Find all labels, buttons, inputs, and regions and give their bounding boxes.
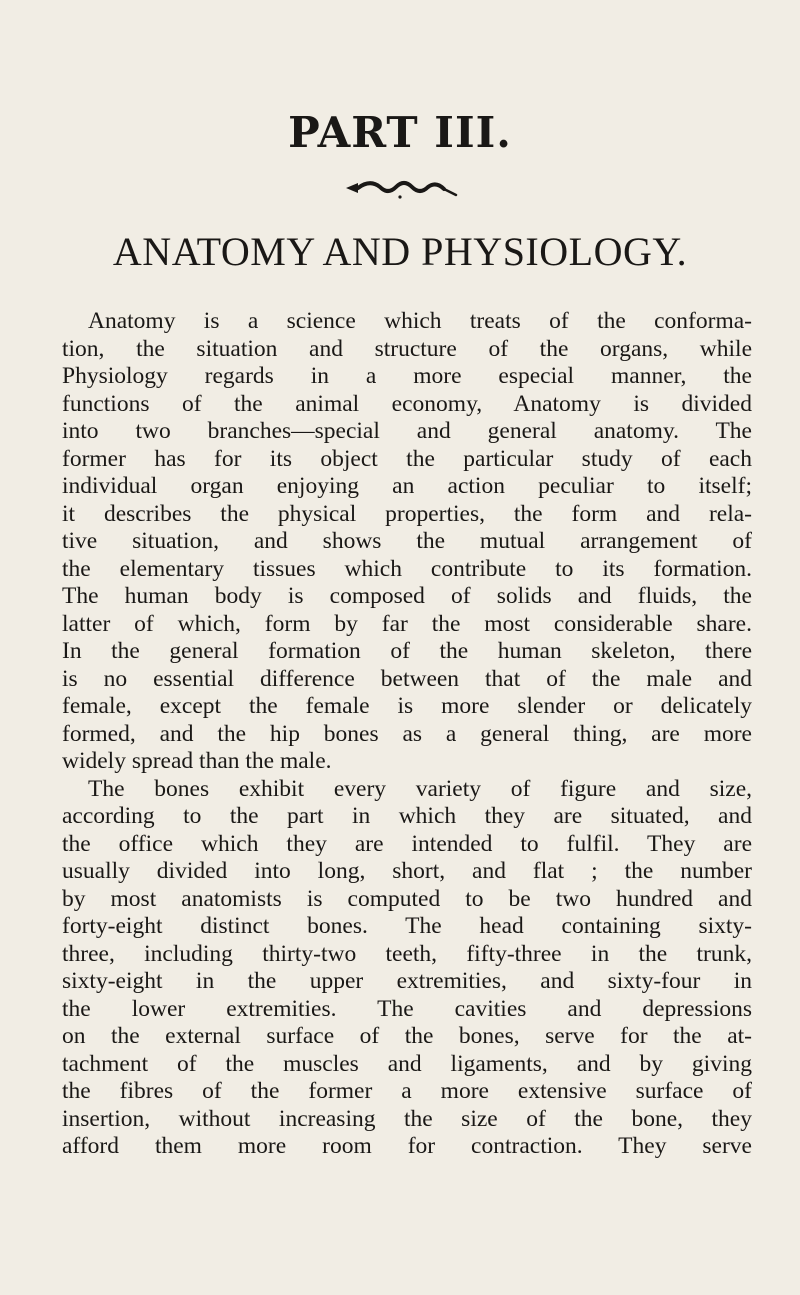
text-line: the elementary tissues which contribute to its formation. [62, 555, 752, 582]
text-line: tachment of the muscles and ligaments, and by giving [62, 1050, 752, 1077]
text-line: The human body is composed of solids and fluids, the [62, 583, 752, 609]
text-line: usually divided into long, short, and flat ; the number [62, 858, 752, 884]
text-line: the fibres of the former a more extensive surface of [62, 1078, 752, 1104]
text-line: the lower extremities. The cavities and depressions [62, 995, 752, 1022]
text-line: formed, and the hip bones as a general thing, are more [62, 720, 752, 747]
ornament-divider [340, 175, 460, 201]
text-line: individual organ enjoying an action peculiar to itself; [62, 473, 752, 499]
text-line: forty-eight distinct bones. The head containing sixty- [62, 913, 752, 939]
text-line: latter of which, form by far the most considerable share. [62, 610, 752, 637]
text-line: The bones exhibit every variety of figure and size, [88, 775, 752, 802]
text-line: tion, the situation and structure of the organs, while [62, 335, 752, 362]
text-line: three, including thirty-two teeth, fifty-three in the trunk, [62, 940, 752, 967]
text-line: into two branches—special and general anatomy. The [62, 418, 752, 444]
text-line: insertion, without increasing the size of the bone, they [62, 1105, 752, 1132]
text-line: former has for its object the particular study of each [62, 445, 752, 472]
text-line: the office which they are intended to fulfil. They are [62, 830, 752, 857]
text-line: Physiology regards in a more especial manner, the [62, 363, 752, 389]
text-line: according to the part in which they are situated, and [62, 803, 752, 829]
text-line: afford them more room for contraction. They serve [62, 1133, 752, 1159]
text-line: on the external surface of the bones, serve for the at- [62, 1023, 752, 1049]
text-line: Anatomy is a science which treats of the conforma- [88, 308, 752, 334]
part-heading: PART III. [288, 108, 512, 157]
text-line: it describes the physical properties, the form and rela- [62, 500, 752, 527]
text-line: In the general formation of the human skeleton, there [62, 638, 752, 664]
text-line: female, except the female is more slender or delicately [62, 693, 752, 719]
section-title: ANATOMY AND PHYSIOLOGY. [112, 229, 688, 274]
text-line: is no essential difference between that of the male and [62, 665, 752, 692]
body-text [62, 308, 752, 1161]
text-line: widely spread than the male. [62, 748, 332, 774]
text-line: tive situation, and shows the mutual arrangement of [62, 528, 752, 554]
text-line: by most anatomists is computed to be two hundred and [62, 885, 752, 912]
text-line: sixty-eight in the upper extremities, and sixty-four in [62, 968, 752, 994]
text-line: functions of the animal economy, Anatomy is divided [62, 390, 752, 417]
